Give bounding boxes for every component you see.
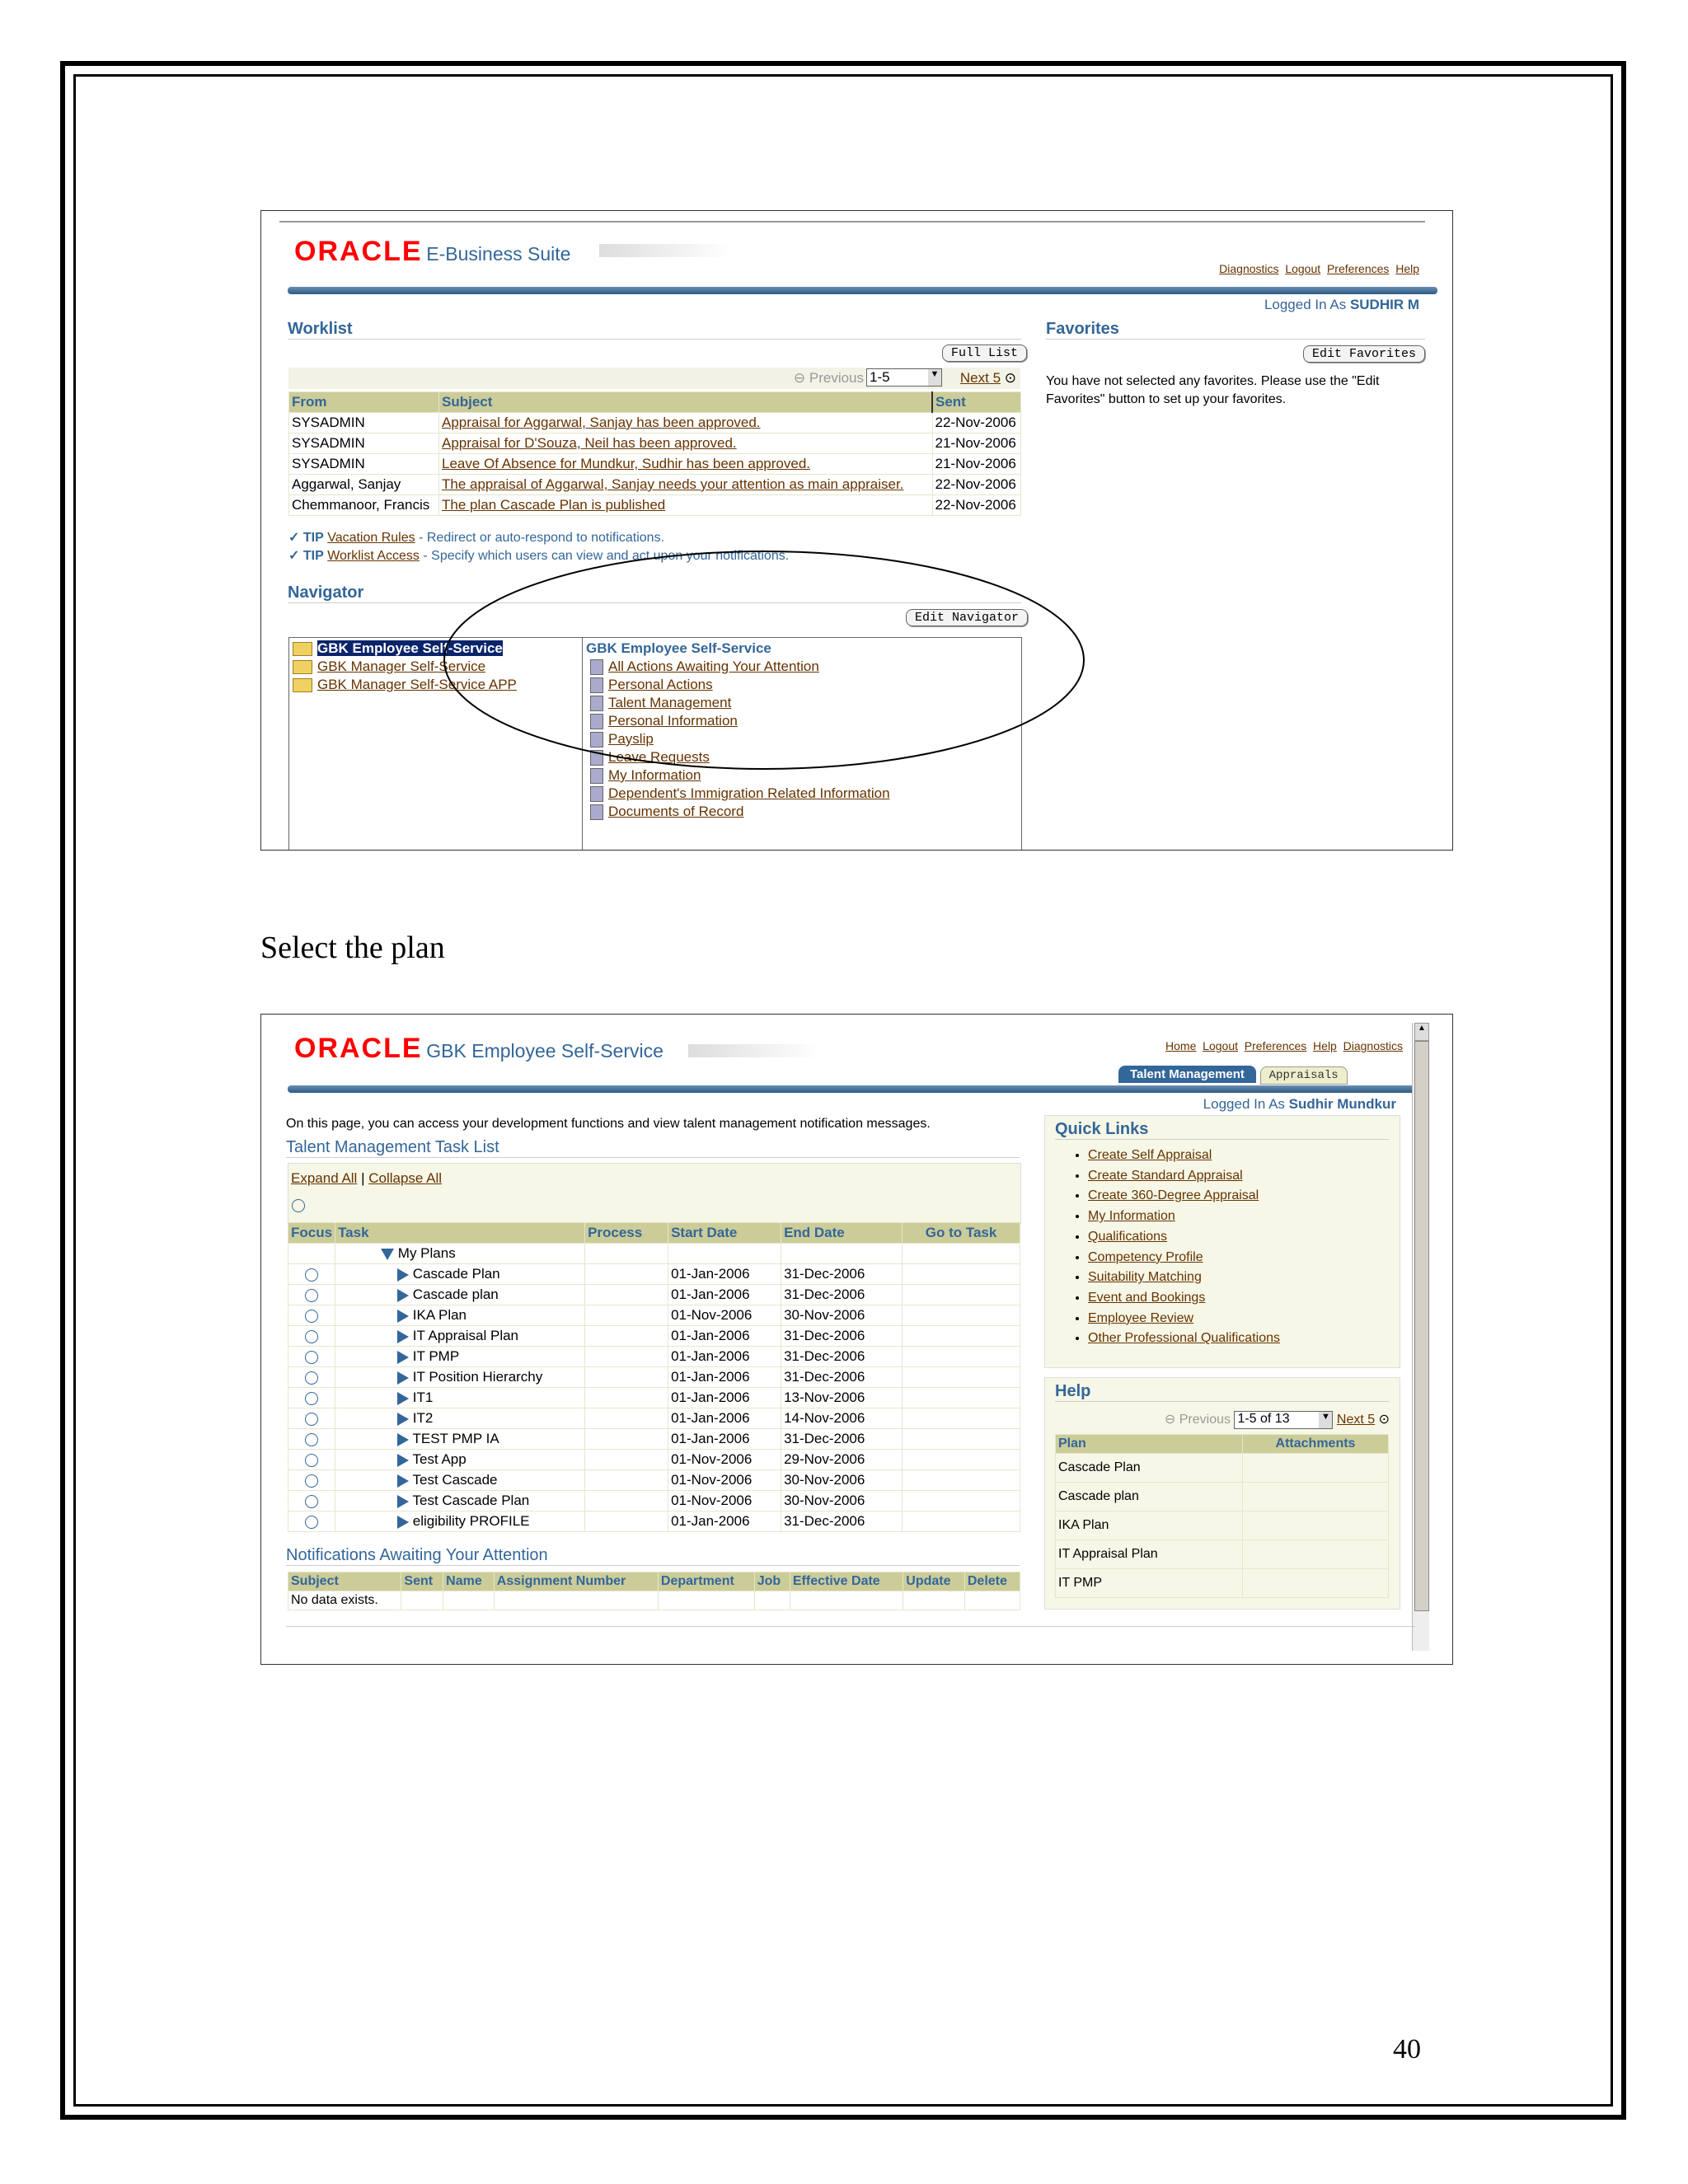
chevron-down-icon: ▼: [1319, 1412, 1332, 1428]
plan-cell: IKA Plan: [1056, 1511, 1243, 1540]
expand-icon[interactable]: [397, 1330, 409, 1343]
end-date: 13-Nov-2006: [781, 1388, 903, 1408]
start-date: 01-Jan-2006: [668, 1511, 781, 1532]
expand-icon[interactable]: [397, 1474, 409, 1488]
process-cell: [585, 1511, 668, 1532]
task-name[interactable]: TEST PMP IA: [412, 1431, 499, 1446]
screenshot-talent-management: [260, 1014, 1453, 1665]
start-date: 01-Nov-2006: [668, 1305, 781, 1326]
navigator-title: Navigator: [288, 583, 1021, 603]
table-row: [1056, 1454, 1389, 1483]
logged-in-label: Logged In As: [1264, 297, 1347, 312]
edit-favorites-button[interactable]: Edit Favorites: [1303, 345, 1425, 363]
col-process: Process: [585, 1223, 668, 1244]
focus-icon[interactable]: [305, 1330, 318, 1343]
favorites-title: Favorites: [1046, 320, 1425, 340]
logged-in-user: SUDHIR M: [1349, 297, 1419, 312]
end-date: 31-Dec-2006: [781, 1264, 903, 1285]
process-cell: [585, 1264, 668, 1285]
tab-bar: [1118, 1066, 1348, 1082]
next-link[interactable]: Next 5: [1336, 1413, 1376, 1427]
col-delete: Delete: [964, 1572, 1020, 1591]
expand-icon[interactable]: [397, 1454, 409, 1467]
table-row: [1056, 1483, 1389, 1511]
focus-icon[interactable]: [305, 1268, 318, 1282]
quick-link-item[interactable]: • Create 360-Degree Appraisal: [1088, 1186, 1280, 1207]
focus-icon[interactable]: [305, 1413, 318, 1426]
col-update: Update: [903, 1572, 965, 1591]
diagnostics-link[interactable]: Diagnostics: [1343, 1039, 1403, 1052]
vertical-scrollbar[interactable]: [1412, 1023, 1429, 1651]
subject-link[interactable]: Leave Of Absence for Mundkur, Sudhir has been approved.: [442, 456, 811, 471]
function-item[interactable]: Documents of Record: [590, 803, 890, 821]
table-row: [288, 1470, 1020, 1491]
col-sent: Sent: [401, 1572, 443, 1591]
brand-header: [294, 1033, 663, 1065]
collapse-all-link[interactable]: Collapse All: [368, 1170, 443, 1186]
quick-link-item[interactable]: • Qualifications: [1088, 1227, 1280, 1248]
process-cell: [585, 1470, 668, 1491]
oracle-logo: ORACLE: [294, 236, 423, 267]
preferences-link[interactable]: Preferences: [1244, 1039, 1307, 1052]
task-list-toolbar: [288, 1163, 1021, 1224]
quick-link-item[interactable]: • Event and Bookings: [1088, 1288, 1280, 1309]
function-item[interactable]: Dependent's Immigration Related Information: [590, 785, 890, 803]
worklist-title: Worklist: [288, 320, 1021, 340]
focus-icon[interactable]: [305, 1392, 318, 1405]
expand-icon[interactable]: [397, 1310, 409, 1323]
function-item[interactable]: Leave Requests: [590, 748, 890, 766]
attachments-cell: [1243, 1569, 1389, 1598]
col-name: Name: [443, 1572, 495, 1591]
table-row: [288, 1408, 1020, 1429]
table-row: SYSADMIN Appraisal for Aggarwal, Sanjay has been approved. 22-Nov-2006: [289, 413, 1021, 434]
collapse-icon[interactable]: [381, 1249, 394, 1260]
logout-link[interactable]: Logout: [1285, 262, 1321, 275]
go-to-task-cell: [903, 1367, 1020, 1388]
function-item[interactable]: Personal Information: [590, 712, 890, 730]
go-to-task-cell: [903, 1429, 1020, 1450]
focus-icon[interactable]: [305, 1495, 318, 1508]
focus-icon[interactable]: [305, 1310, 318, 1323]
expand-icon[interactable]: [397, 1289, 409, 1302]
go-to-task-cell: [903, 1470, 1020, 1491]
go-to-task-cell: [903, 1285, 1020, 1305]
previous-label: ⊖ Previous: [1164, 1413, 1231, 1427]
start-date: 01-Nov-2006: [668, 1450, 781, 1470]
end-date: 30-Nov-2006: [781, 1305, 903, 1326]
task-name[interactable]: IT Appraisal Plan: [412, 1328, 519, 1343]
help-link[interactable]: Help: [1313, 1039, 1337, 1052]
subject-link[interactable]: Appraisal for D'Souza, Neil has been approved.: [442, 435, 737, 451]
col-end-date: End Date: [781, 1223, 903, 1244]
expand-collapse: Expand All | Collapse All: [291, 1170, 443, 1186]
quick-link-item[interactable]: • Other Professional Qualifications: [1088, 1329, 1280, 1349]
process-cell: [585, 1388, 668, 1408]
favorites-message: You have not selected any favorites. Please use the "Edit Favorites" button to set up your favorites.: [1046, 374, 1380, 406]
oracle-logo: ORACLE: [294, 1033, 423, 1064]
help-table: [1055, 1434, 1389, 1598]
quick-links-list: [1055, 1146, 1280, 1349]
focus-icon[interactable]: [305, 1351, 318, 1364]
intro-text: On this page, you can access your development functions and view talent management notification messages.: [286, 1117, 931, 1131]
col-from[interactable]: From: [289, 392, 439, 413]
process-cell: [585, 1491, 668, 1511]
process-cell: [585, 1408, 668, 1429]
tip-worklist-access: ✓ TIP Worklist Access - Specify which users can view and act upon your notifications.: [288, 549, 790, 563]
task-name[interactable]: IKA Plan: [412, 1307, 467, 1323]
plan-cell: Cascade Plan: [1056, 1454, 1243, 1483]
empty-row: No data exists.: [288, 1591, 1020, 1610]
process-cell: [585, 1326, 668, 1347]
function-item[interactable]: Personal Actions: [590, 676, 890, 694]
check-icon: ✓: [288, 549, 300, 563]
go-to-task-cell: [903, 1305, 1020, 1326]
logged-in-user: Sudhir Mundkur: [1288, 1096, 1396, 1112]
go-to-task-cell: [903, 1347, 1020, 1367]
end-date: 31-Dec-2006: [781, 1285, 903, 1305]
go-to-task-cell: [903, 1388, 1020, 1408]
logged-in: [1203, 1096, 1396, 1113]
start-date: 01-Jan-2006: [668, 1285, 781, 1305]
vacation-rules-link[interactable]: Vacation Rules: [327, 531, 415, 545]
tip-vacation: ✓ TIP Vacation Rules - Redirect or auto-respond to notifications.: [288, 531, 665, 545]
help-box: [1044, 1377, 1400, 1610]
range-select[interactable]: 1-5 of 13 ▼: [1234, 1411, 1333, 1429]
focus-icon[interactable]: [305, 1371, 318, 1385]
start-date: 01-Jan-2006: [668, 1367, 781, 1388]
subject-link[interactable]: The plan Cascade Plan is published: [442, 497, 666, 513]
responsibility-item[interactable]: GBK Employee Self-Service: [293, 640, 579, 658]
scroll-up-icon[interactable]: ▲: [1414, 1023, 1429, 1041]
process-cell: [585, 1429, 668, 1450]
attachments-cell: [1243, 1483, 1389, 1511]
plan-cell: IT PMP: [1056, 1569, 1243, 1598]
function-item[interactable]: Talent Management: [590, 694, 890, 712]
focus-icon[interactable]: [305, 1516, 318, 1529]
check-icon: ✓: [288, 531, 300, 545]
end-date: 30-Nov-2006: [781, 1470, 903, 1491]
task-name[interactable]: Cascade plan: [412, 1286, 499, 1302]
col-attachments: Attachments: [1243, 1435, 1389, 1454]
edit-navigator-button[interactable]: Edit Navigator: [906, 609, 1028, 626]
app-name: GBK Employee Self-Service: [426, 1040, 663, 1062]
attachments-cell: [1243, 1511, 1389, 1540]
expand-icon[interactable]: [397, 1516, 409, 1529]
quick-link-item[interactable]: • Create Self Appraisal: [1088, 1146, 1280, 1166]
tab-appraisals[interactable]: Appraisals: [1260, 1066, 1348, 1085]
attachments-cell: [1243, 1454, 1389, 1483]
previous-label: ⊖ Previous: [793, 370, 864, 386]
quick-link-item[interactable]: • Employee Review: [1088, 1309, 1280, 1329]
table-row: [288, 1388, 1020, 1408]
col-job: Job: [754, 1572, 790, 1591]
notifications-table: [288, 1572, 1020, 1610]
scroll-thumb[interactable]: [1414, 1041, 1429, 1611]
task-name[interactable]: IT2: [412, 1410, 434, 1426]
table-row: [288, 1450, 1020, 1470]
help-nav: ⊖ Previous 1-5 of 13 ▼ Next 5 ⊙: [1165, 1411, 1390, 1429]
focus-icon[interactable]: [305, 1289, 318, 1302]
header-bar: [288, 1085, 1421, 1093]
col-plan: Plan: [1056, 1435, 1243, 1454]
logout-link[interactable]: Logout: [1203, 1039, 1238, 1052]
end-date: 31-Dec-2006: [781, 1326, 903, 1347]
table-row: Chemmanoor, Francis The plan Cascade Plan is published 22-Nov-2006: [289, 495, 1021, 516]
expand-icon[interactable]: [397, 1495, 409, 1508]
table-row: [288, 1511, 1020, 1532]
expand-icon[interactable]: [397, 1371, 409, 1385]
go-to-task-cell: [903, 1511, 1020, 1532]
col-start-date: Start Date: [668, 1223, 781, 1244]
preferences-link[interactable]: Preferences: [1326, 262, 1390, 275]
task-name[interactable]: IT PMP: [412, 1348, 460, 1364]
col-go-to-task: Go to Task: [903, 1223, 1020, 1244]
quick-links-box: [1044, 1115, 1400, 1368]
quick-links-title: Quick Links: [1055, 1120, 1389, 1140]
task-list-title: Talent Management Task List: [286, 1138, 1020, 1158]
chevron-down-icon: ▼: [928, 369, 941, 386]
full-list-button[interactable]: Full List: [942, 344, 1027, 362]
table-row: [1056, 1511, 1389, 1540]
table-row: [288, 1326, 1020, 1347]
group-row: My Plans: [288, 1244, 1020, 1264]
expand-icon[interactable]: [397, 1433, 409, 1446]
notifications-title: Notifications Awaiting Your Attention: [286, 1546, 1020, 1566]
go-to-task-cell: [903, 1450, 1020, 1470]
expand-icon[interactable]: [397, 1413, 409, 1426]
table-row: [288, 1367, 1020, 1388]
bottom-rule: [286, 1626, 1415, 1627]
process-cell: [585, 1450, 668, 1470]
function-item[interactable]: All Actions Awaiting Your Attention: [590, 658, 890, 676]
range-select[interactable]: 1-5 ▼: [866, 368, 942, 387]
task-table: [288, 1222, 1020, 1532]
caption: Select the plan: [260, 930, 445, 965]
task-name[interactable]: Test App: [412, 1451, 467, 1467]
col-subject: Subject: [288, 1572, 401, 1591]
go-to-task-cell: [903, 1264, 1020, 1285]
responsibility-item[interactable]: GBK Manager Self-Service APP: [293, 676, 579, 694]
table-row: [1056, 1540, 1389, 1569]
tab-talent-management[interactable]: Talent Management: [1118, 1066, 1256, 1083]
table-row: Aggarwal, Sanjay The appraisal of Aggarwal, Sanjay needs your attention as main appraiser. 22-Nov-2006: [289, 475, 1021, 495]
start-date: 01-Jan-2006: [668, 1326, 781, 1347]
start-date: 01-Nov-2006: [668, 1491, 781, 1511]
task-name[interactable]: IT1: [412, 1390, 434, 1405]
table-row: [1056, 1569, 1389, 1598]
app-name: E-Business Suite: [426, 243, 571, 265]
start-date: 01-Jan-2006: [668, 1347, 781, 1367]
col-focus: Focus: [288, 1223, 335, 1244]
plan-cell: Cascade plan: [1056, 1483, 1243, 1511]
task-name[interactable]: eligibility PROFILE: [412, 1513, 530, 1529]
quick-link-item[interactable]: • Create Standard Appraisal: [1088, 1166, 1280, 1187]
quick-link-item[interactable]: • Suitability Matching: [1088, 1268, 1280, 1288]
end-date: 29-Nov-2006: [781, 1450, 903, 1470]
table-row: [288, 1347, 1020, 1367]
next-link[interactable]: Next 5 ⊙: [959, 370, 1016, 386]
go-to-task-cell: [903, 1408, 1020, 1429]
function-item[interactable]: Payslip: [590, 730, 890, 748]
focus-icon[interactable]: [305, 1474, 318, 1488]
subject-link[interactable]: Appraisal for Aggarwal, Sanjay has been approved.: [442, 415, 761, 430]
start-date: 01-Jan-2006: [668, 1408, 781, 1429]
task-name[interactable]: Cascade Plan: [412, 1266, 500, 1282]
subject-link[interactable]: The appraisal of Aggarwal, Sanjay needs your attention as main appraiser.: [442, 476, 904, 492]
highlight-ellipse: [261, 211, 1452, 850]
help-link[interactable]: Help: [1395, 262, 1419, 275]
expand-icon[interactable]: [397, 1268, 409, 1282]
col-subject[interactable]: Subject: [439, 392, 933, 413]
diagnostics-link[interactable]: Diagnostics: [1219, 262, 1279, 275]
col-sent[interactable]: Sent: [932, 392, 1021, 413]
table-row: [288, 1429, 1020, 1450]
end-date: 31-Dec-2006: [781, 1511, 903, 1532]
expand-icon[interactable]: [397, 1351, 409, 1364]
table-row: SYSADMIN Leave Of Absence for Mundkur, Sudhir has been approved. 21-Nov-2006: [289, 454, 1021, 475]
end-date: 31-Dec-2006: [781, 1367, 903, 1388]
quick-link-item[interactable]: • My Information: [1088, 1207, 1280, 1227]
process-cell: [585, 1347, 668, 1367]
help-title: Help: [1055, 1382, 1389, 1402]
home-link[interactable]: Home: [1165, 1039, 1197, 1052]
worklist-access-link[interactable]: Worklist Access: [327, 549, 420, 563]
quick-link-item[interactable]: • Competency Profile: [1088, 1248, 1280, 1268]
task-name[interactable]: Test Cascade: [412, 1472, 498, 1488]
expand-icon[interactable]: [397, 1392, 409, 1405]
global-links: [1165, 1039, 1403, 1052]
col-effective-date: Effective Date: [790, 1572, 903, 1591]
focus-icon[interactable]: [305, 1454, 318, 1467]
end-date: 31-Dec-2006: [781, 1429, 903, 1450]
focus-icon[interactable]: [305, 1433, 318, 1446]
end-date: 14-Nov-2006: [781, 1408, 903, 1429]
start-date: 01-Jan-2006: [668, 1264, 781, 1285]
task-name[interactable]: IT Position Hierarchy: [412, 1369, 543, 1385]
page-number: 40: [1393, 2034, 1421, 2064]
col-department: Department: [658, 1572, 754, 1591]
col-task: Task: [335, 1223, 585, 1244]
attachments-cell: [1243, 1540, 1389, 1569]
process-cell: [585, 1285, 668, 1305]
screenshot-ebs-home: [260, 210, 1453, 851]
col-assignment-number: Assignment Number: [494, 1572, 658, 1591]
responsibility-item[interactable]: GBK Manager Self-Service: [293, 658, 579, 676]
process-cell: [585, 1305, 668, 1326]
start-date: 01-Jan-2006: [668, 1429, 781, 1450]
table-row: [288, 1305, 1020, 1326]
function-list-title: GBK Employee Self-Service: [586, 640, 771, 656]
task-name[interactable]: Test Cascade Plan: [412, 1493, 530, 1508]
header-fade: [688, 1044, 820, 1057]
go-to-task-cell: [903, 1491, 1020, 1511]
start-date: 01-Nov-2006: [668, 1470, 781, 1491]
process-cell: [585, 1367, 668, 1388]
focus-icon[interactable]: [292, 1199, 305, 1212]
table-row: [288, 1285, 1020, 1305]
plan-cell: IT Appraisal Plan: [1056, 1540, 1243, 1569]
table-row: [288, 1264, 1020, 1285]
table-row: SYSADMIN Appraisal for D'Souza, Neil has been approved. 21-Nov-2006: [289, 434, 1021, 454]
end-date: 31-Dec-2006: [781, 1347, 903, 1367]
logged-in-label: Logged In As: [1203, 1096, 1285, 1112]
start-date: 01-Jan-2006: [668, 1388, 781, 1408]
function-item[interactable]: My Information: [590, 766, 890, 785]
table-row: [288, 1491, 1020, 1511]
go-to-task-cell: [903, 1326, 1020, 1347]
expand-all-link[interactable]: Expand All: [291, 1170, 358, 1186]
end-date: 30-Nov-2006: [781, 1491, 903, 1511]
